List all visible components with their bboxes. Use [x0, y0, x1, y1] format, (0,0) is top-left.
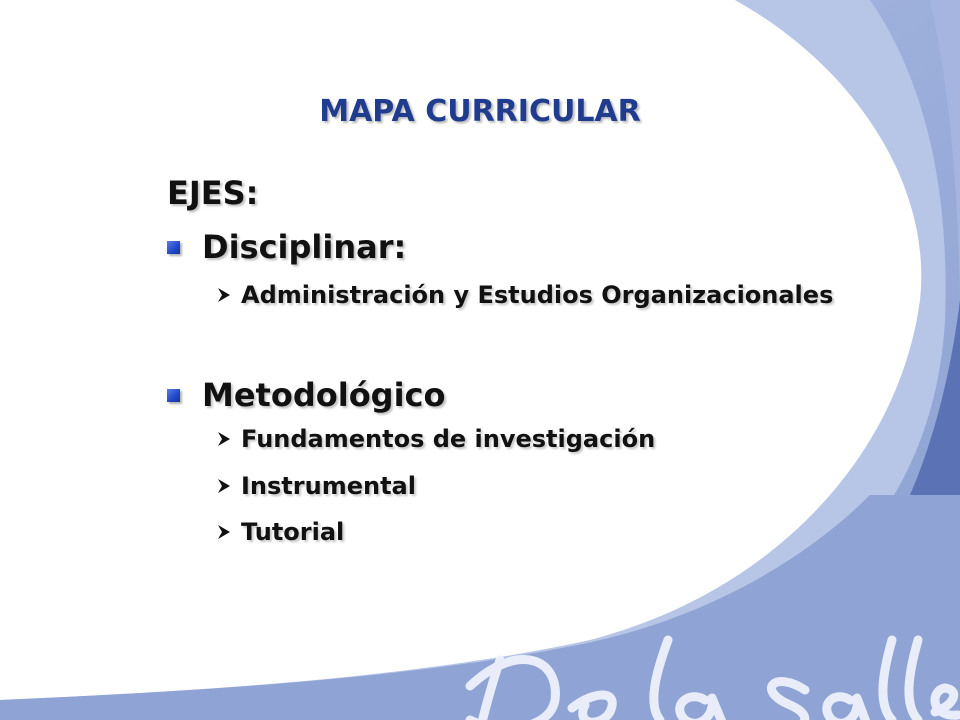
arrow-bullet-icon — [217, 287, 231, 303]
slide-title: MAPA CURRICULAR — [319, 94, 641, 129]
square-bullet-icon — [167, 241, 180, 254]
sub-item — [217, 518, 344, 546]
arrow-bullet-icon — [217, 478, 231, 494]
sub-item — [217, 472, 416, 500]
section-label: Disciplinar: — [202, 228, 407, 266]
sub-item-label: Instrumental — [241, 472, 416, 500]
sub-item — [217, 425, 655, 453]
square-bullet-icon — [167, 389, 180, 402]
section-label: Metodológico — [202, 376, 446, 414]
list-item-metodologico — [167, 376, 446, 414]
sub-item — [217, 281, 833, 309]
arrow-bullet-icon — [217, 524, 231, 540]
list-item-disciplinar — [167, 228, 406, 266]
axes-heading: EJES: — [167, 174, 259, 212]
arrow-bullet-icon — [217, 431, 231, 447]
sub-item-label: Fundamentos de investigación — [241, 425, 656, 453]
sub-item-label: Administración y Estudios Organizacionales — [241, 281, 834, 309]
sub-item-label: Tutorial — [241, 518, 345, 546]
